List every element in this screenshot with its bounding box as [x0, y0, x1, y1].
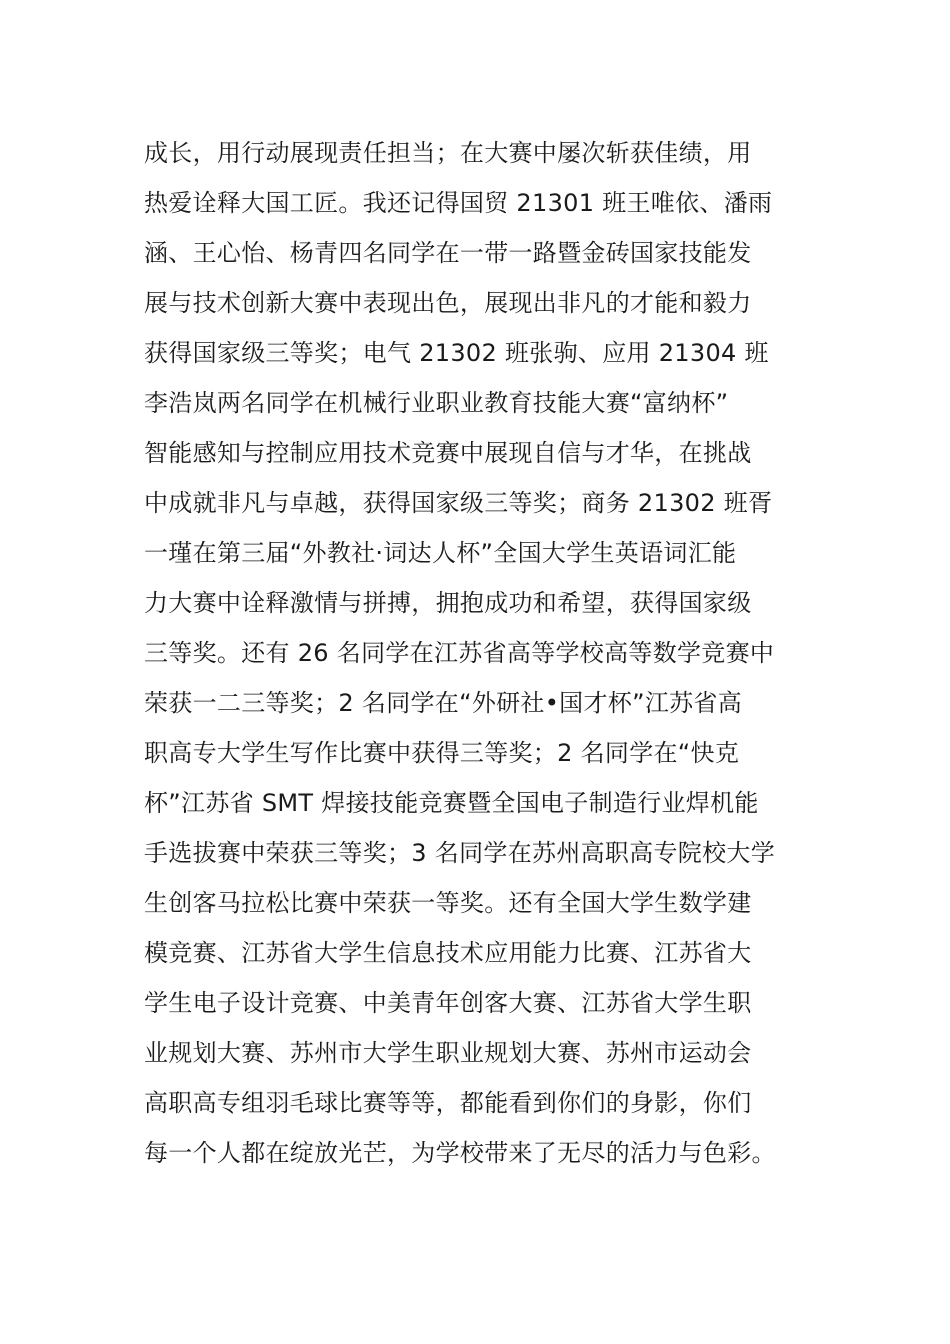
text-line: 手选拔赛中荣获三等奖；3 名同学在苏州高职高专院校大学 [144, 839, 775, 867]
text-line: 杯”江苏省 SMT 焊接技能竞赛暨全国电子制造行业焊机能 [144, 789, 759, 817]
text-line: 职高专大学生写作比赛中获得三等奖；2 名同学在“快克 [144, 739, 740, 767]
text-line: 荣获一二三等奖；2 名同学在“外研社•国才杯”江苏省高 [144, 689, 743, 717]
text-line: 一瑾在第三届“外教社·词达人杯”全国大学生英语词汇能 [144, 539, 737, 567]
text-line: 力大赛中诠释激情与拼搏，拥抱成功和希望，获得国家级 [144, 589, 752, 617]
text-line: 每一个人都在绽放光芒，为学校带来了无尽的活力与色彩。 [144, 1139, 776, 1167]
text-line: 高职高专组羽毛球比赛等等，都能看到你们的身影，你们 [144, 1089, 752, 1117]
text-line: 展与技术创新大赛中表现出色，展现出非凡的才能和毅力 [144, 289, 752, 317]
body-paragraph [144, 128, 824, 1178]
text-line: 智能感知与控制应用技术竞赛中展现自信与才华，在挑战 [144, 439, 752, 467]
text-line: 获得国家级三等奖；电气 21302 班张驹、应用 21304 班 [144, 339, 769, 367]
text-line: 成长，用行动展现责任担当；在大赛中屡次斩获佳绩，用 [144, 139, 752, 167]
text-line: 三等奖。还有 26 名同学在江苏省高等学校高等数学竞赛中 [144, 639, 775, 667]
text-line: 涵、王心怡、杨青四名同学在一带一路暨金砖国家技能发 [144, 239, 752, 267]
text-line: 热爱诠释大国工匠。我还记得国贸 21301 班王唯依、潘雨 [144, 189, 773, 217]
text-line: 李浩岚两名同学在机械行业职业教育技能大赛“富纳杯” [144, 389, 729, 417]
text-line: 中成就非凡与卓越，获得国家级三等奖；商务 21302 班胥 [144, 489, 773, 517]
text-line: 学生电子设计竞赛、中美青年创客大赛、江苏省大学生职 [144, 989, 752, 1017]
text-line: 生创客马拉松比赛中荣获一等奖。还有全国大学生数学建 [144, 889, 752, 917]
text-line: 业规划大赛、苏州市大学生职业规划大赛、苏州市运动会 [144, 1039, 752, 1067]
text-line: 模竞赛、江苏省大学生信息技术应用能力比赛、江苏省大 [144, 939, 752, 967]
